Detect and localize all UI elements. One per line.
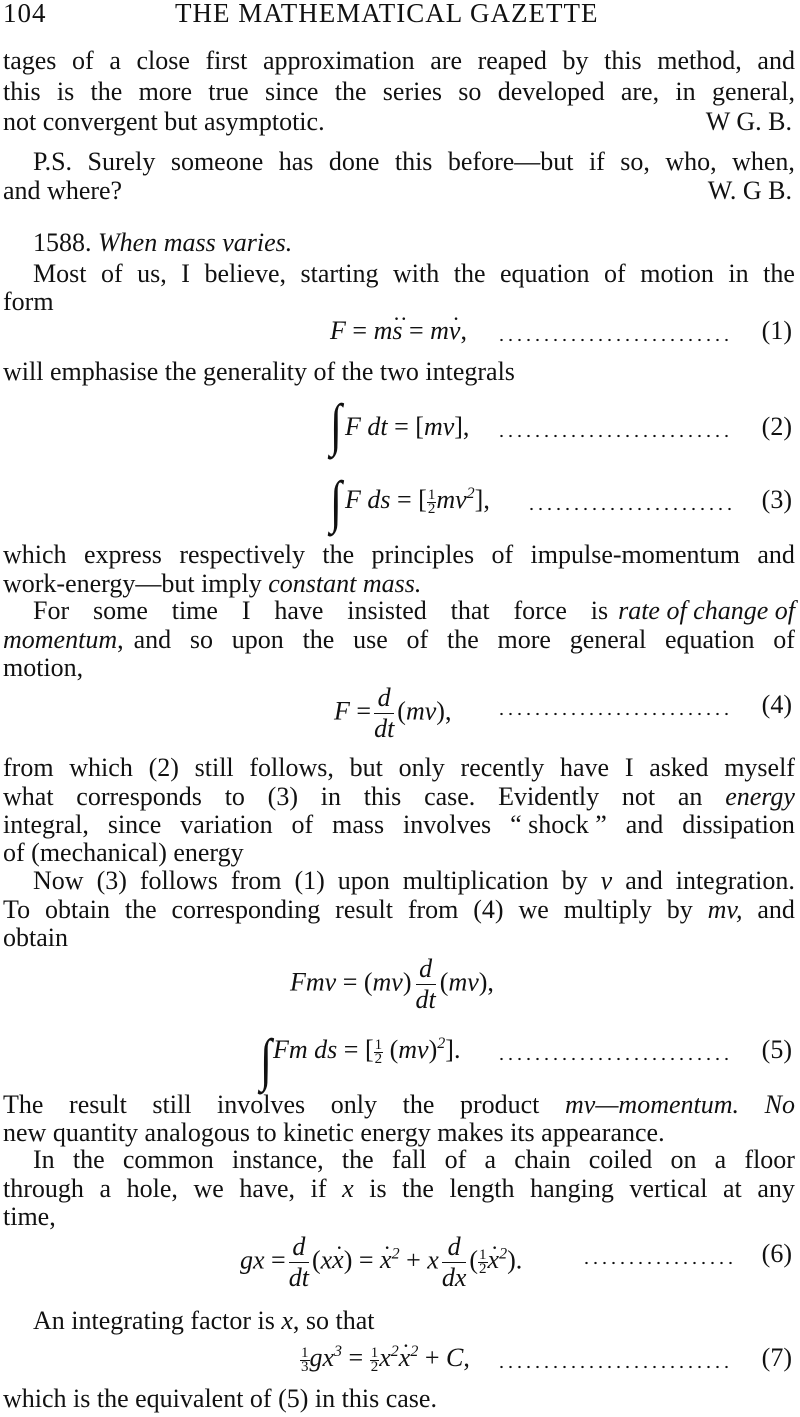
word: dissipation [682, 810, 795, 839]
word: multiplication [402, 866, 549, 895]
word: by [666, 895, 693, 924]
word: from [230, 866, 282, 895]
word: who, [665, 147, 717, 176]
word: vertical [629, 1174, 708, 1203]
word: any [757, 1174, 795, 1203]
equation-6: gx = $\frac{d}{dt}$ (xx ·) = x ·$^2$ + x $\frac{d}{dx}$ ( $\frac{1}{2}$ x ·$^2$). [240, 1232, 522, 1293]
word: starting [300, 259, 379, 288]
word: of [444, 1145, 467, 1174]
word: length [449, 1174, 515, 1203]
word: involves [217, 1090, 306, 1119]
word: of [406, 625, 429, 654]
word: (1) [294, 866, 325, 895]
word: if [588, 147, 605, 176]
page-number: 104 [3, 0, 47, 28]
word: equation [500, 259, 590, 288]
word: integral, [3, 810, 89, 839]
word: case. [424, 782, 476, 811]
p5-line-1 [3, 753, 795, 783]
leader-dots-2 [497, 434, 734, 438]
word: the [402, 1090, 435, 1119]
word: and [625, 810, 664, 839]
word: recently [460, 753, 545, 782]
word: the [341, 1145, 374, 1174]
word: principles [371, 540, 475, 569]
word: energy [725, 782, 795, 811]
word: and [757, 540, 795, 569]
leader-dots-3 [527, 507, 734, 511]
p6-line-2 [3, 895, 795, 925]
word: we [518, 895, 549, 924]
prev-note-line-2 [3, 77, 795, 107]
p5-line-4: of (mechanical) energy [3, 838, 244, 867]
word: and [757, 895, 795, 924]
word: the [453, 259, 486, 288]
word: asked [649, 753, 709, 782]
word: this [363, 782, 402, 811]
p4-emphasis-1: rate of change of [618, 596, 795, 625]
p3-emphasis: constant mass. [268, 569, 422, 598]
word: and [133, 625, 172, 654]
p6-line-3: obtain [3, 923, 68, 952]
p4-line-2-text [134, 625, 795, 655]
leader-dots-7 [497, 1365, 734, 1369]
word: on [670, 1145, 697, 1174]
word: (4) [473, 895, 504, 924]
word: No [764, 1090, 795, 1119]
p6-line-1 [33, 866, 795, 896]
word: through [3, 1174, 84, 1203]
word: force [513, 596, 567, 625]
integral-sign-3: ∫ [329, 469, 342, 534]
word: mv—momentum. [565, 1090, 740, 1119]
word: if [310, 1174, 327, 1203]
word: of [291, 810, 314, 839]
integral-sign-2: ∫ [329, 392, 342, 457]
word: close [136, 46, 190, 75]
word: in [675, 77, 696, 106]
p9-text-a: An integrating factor is [33, 1306, 282, 1335]
p8-line-2 [3, 1174, 795, 1204]
p2-line: will emphasise the generality of the two integrals [3, 357, 515, 386]
word: coiled [588, 1145, 653, 1174]
equation-2: F dt = [mv], [345, 412, 470, 441]
word: so, [620, 147, 650, 176]
word: with [393, 259, 440, 288]
leader-dots-6 [582, 1261, 734, 1265]
word: have [560, 753, 610, 782]
ps-signature: W. G B. [707, 176, 792, 205]
word: are [430, 46, 462, 75]
word: this [604, 46, 642, 75]
word: have, [239, 1174, 295, 1203]
word: mv, [707, 895, 743, 924]
word: use [353, 625, 388, 654]
word: The [3, 1090, 44, 1119]
word: of [100, 259, 123, 288]
word: I [241, 596, 251, 625]
word: is [590, 596, 609, 625]
note-number: 1588. [33, 228, 92, 257]
word: P.S. [33, 147, 73, 176]
word: us, [137, 259, 167, 288]
equation-number-7: (7) [761, 1343, 792, 1372]
word: still [194, 753, 234, 782]
word: of [491, 540, 514, 569]
prev-note-line-3: not convergent but asymptotic. [3, 107, 325, 136]
word: what [3, 782, 54, 811]
equation-5: Fm ds = [ $\frac{1}{2}$ (mv)$^2$]. [273, 1035, 461, 1067]
prev-note-signature: W G. B. [705, 107, 792, 136]
word: not [621, 782, 656, 811]
word: common [122, 1145, 214, 1174]
word: by [561, 866, 588, 895]
p4-line-2: momentum , and so upon the use of the more general equation of [3, 625, 795, 654]
word: is [56, 77, 75, 106]
integral-sign-5: ∫ [259, 1027, 272, 1092]
word: the [334, 77, 367, 106]
word: at [723, 1174, 742, 1203]
word: chain [514, 1145, 571, 1174]
word: is [369, 1174, 387, 1203]
word: respectively [179, 540, 305, 569]
word: of [773, 625, 795, 654]
word: I [181, 259, 190, 288]
word: but [349, 753, 383, 782]
p9-text-c: , so that [292, 1306, 375, 1335]
word: since [265, 77, 319, 106]
word: the [763, 259, 795, 288]
word: v [600, 866, 613, 895]
word: by [562, 46, 589, 75]
prev-note-line-1 [3, 46, 795, 76]
word: equation [664, 625, 755, 654]
word: express [83, 540, 162, 569]
word: result [69, 1090, 127, 1119]
p7-line-2: new quantity analogous to kinetic energy makes its appearance. [3, 1118, 665, 1147]
word: and [757, 46, 795, 75]
word: so [458, 77, 482, 106]
word: obtain [44, 895, 110, 924]
word: a [484, 1145, 497, 1174]
word: still [152, 1090, 192, 1119]
word: which [69, 753, 133, 782]
p3-line-2 [3, 569, 795, 599]
word: I [624, 753, 634, 782]
word: this [3, 77, 41, 106]
word: time [171, 596, 218, 625]
word: To [3, 895, 31, 924]
p4-line-1-text [33, 596, 608, 626]
p1-line-1 [33, 259, 795, 289]
word: of [604, 259, 626, 288]
p8-line-1 [33, 1145, 795, 1175]
word: the [124, 895, 157, 924]
word: in [728, 259, 749, 288]
word: integration. [675, 866, 795, 895]
word: more [138, 77, 192, 106]
word: the [402, 1174, 434, 1203]
word: multiply [563, 895, 652, 924]
word: (3) [96, 866, 127, 895]
word: For [33, 596, 70, 625]
word: to [224, 782, 245, 811]
word: from [3, 753, 54, 782]
word: product [459, 1090, 540, 1119]
word: in [320, 782, 341, 811]
word: a [714, 1145, 727, 1174]
word: the [446, 625, 479, 654]
word: before—but [447, 147, 574, 176]
word: fall [391, 1145, 427, 1174]
p8-line-3: time, [3, 1202, 56, 1231]
word: only [330, 1090, 377, 1119]
note-title: When mass varies. [98, 228, 293, 257]
word: so [189, 625, 214, 654]
word: that [450, 596, 490, 625]
word: of [72, 46, 94, 75]
word: corresponds [76, 782, 202, 811]
word: true [208, 77, 249, 106]
word: (2) [148, 753, 179, 782]
word: general, [711, 77, 795, 106]
equation-number-5: (5) [761, 1035, 792, 1064]
word: Most [33, 259, 87, 288]
word: which [3, 540, 67, 569]
p4-line-1 [33, 596, 795, 626]
word: insisted [347, 596, 427, 625]
word: x [342, 1174, 354, 1203]
word: the [72, 1145, 105, 1174]
equation-number-3: (3) [761, 485, 792, 514]
word: tages [3, 46, 57, 75]
equation-7: $\frac{1}{3}$ $gx^3$ = $\frac{1}{2}$ $x^2x \cdot^2 + C$, [300, 1343, 470, 1374]
word: the [90, 77, 123, 106]
word: mass [332, 810, 385, 839]
word: believe, [204, 259, 287, 288]
word: and [625, 866, 663, 895]
word: hanging [530, 1174, 614, 1203]
word: approximation [263, 46, 415, 75]
word: “ shock ” [510, 810, 607, 839]
equation-3: F ds = [ $\frac{1}{2}$ $mv^2$], [345, 485, 490, 517]
word: an [677, 782, 703, 811]
word: upon [337, 866, 390, 895]
p5-line-2 [3, 782, 795, 812]
p5-line-3 [3, 810, 795, 840]
ps-line-1 [33, 147, 795, 177]
note-heading [33, 228, 292, 258]
word: variation [180, 810, 273, 839]
p7-line-1 [3, 1090, 795, 1120]
word: follows [139, 866, 218, 895]
equation-1: F = ms ·· = mv ·, [330, 316, 467, 346]
word: the [302, 625, 335, 654]
word: more [497, 625, 551, 654]
equation-number-2: (2) [761, 412, 792, 441]
word: someone [170, 147, 264, 176]
word: have [274, 596, 324, 625]
word: myself [724, 753, 795, 782]
word: (3) [267, 782, 298, 811]
word: involves [403, 810, 492, 839]
p10-line: which is the equivalent of (5) in this case. [3, 1384, 437, 1413]
leader-dots-5 [497, 1057, 734, 1061]
word: Evidently [498, 782, 600, 811]
word: follows, [249, 753, 334, 782]
word: a [109, 46, 121, 75]
word: floor [744, 1145, 795, 1174]
word: some [92, 596, 148, 625]
p3-line-1 [3, 540, 795, 570]
ps-line-2: and where? [3, 176, 123, 205]
word: series [382, 77, 442, 106]
word: instance, [232, 1145, 324, 1174]
word: motion [640, 259, 714, 288]
equation-number-4: (4) [761, 690, 792, 719]
p4-emphasis-2: momentum [3, 625, 118, 654]
equation-number-1: (1) [761, 316, 792, 345]
word: method, [657, 46, 742, 75]
word: upon [231, 625, 284, 654]
word: hole, [126, 1174, 178, 1203]
equation-fmv: Fmv = (mv) $\frac{d}{dt}$ (mv), [290, 954, 494, 1014]
word: reaped [477, 46, 547, 75]
word: the [322, 540, 355, 569]
word: a [99, 1174, 112, 1203]
p9-line [33, 1306, 795, 1336]
word: this [394, 147, 433, 176]
word: when, [732, 147, 795, 176]
p4-line-3: motion, [3, 653, 84, 682]
word: In [33, 1145, 55, 1174]
p1-line-2: form [3, 287, 54, 316]
p9-variable: x [281, 1306, 293, 1335]
word: Surely [87, 147, 156, 176]
word: we [193, 1174, 224, 1203]
word: developed [497, 77, 605, 106]
equation-4: F = $\frac{d}{dt}$ (mv), [334, 683, 452, 743]
word: impulse-momentum [530, 540, 740, 569]
word: Now [33, 866, 84, 895]
running-title: THE MATHEMATICAL GAZETTE [175, 0, 599, 28]
word: done [328, 147, 380, 176]
equation-number-6: (6) [761, 1239, 792, 1268]
word: only [398, 753, 445, 782]
word: since [107, 810, 162, 839]
word: from [407, 895, 459, 924]
p3-text: work-energy—but imply [3, 569, 269, 598]
word: first [205, 46, 248, 75]
word: are, [620, 77, 660, 106]
word: has [278, 147, 314, 176]
word: general [569, 625, 647, 654]
leader-dots-1 [497, 338, 734, 342]
leader-dots-4 [497, 712, 734, 716]
word: corresponding [171, 895, 321, 924]
word: result [335, 895, 393, 924]
